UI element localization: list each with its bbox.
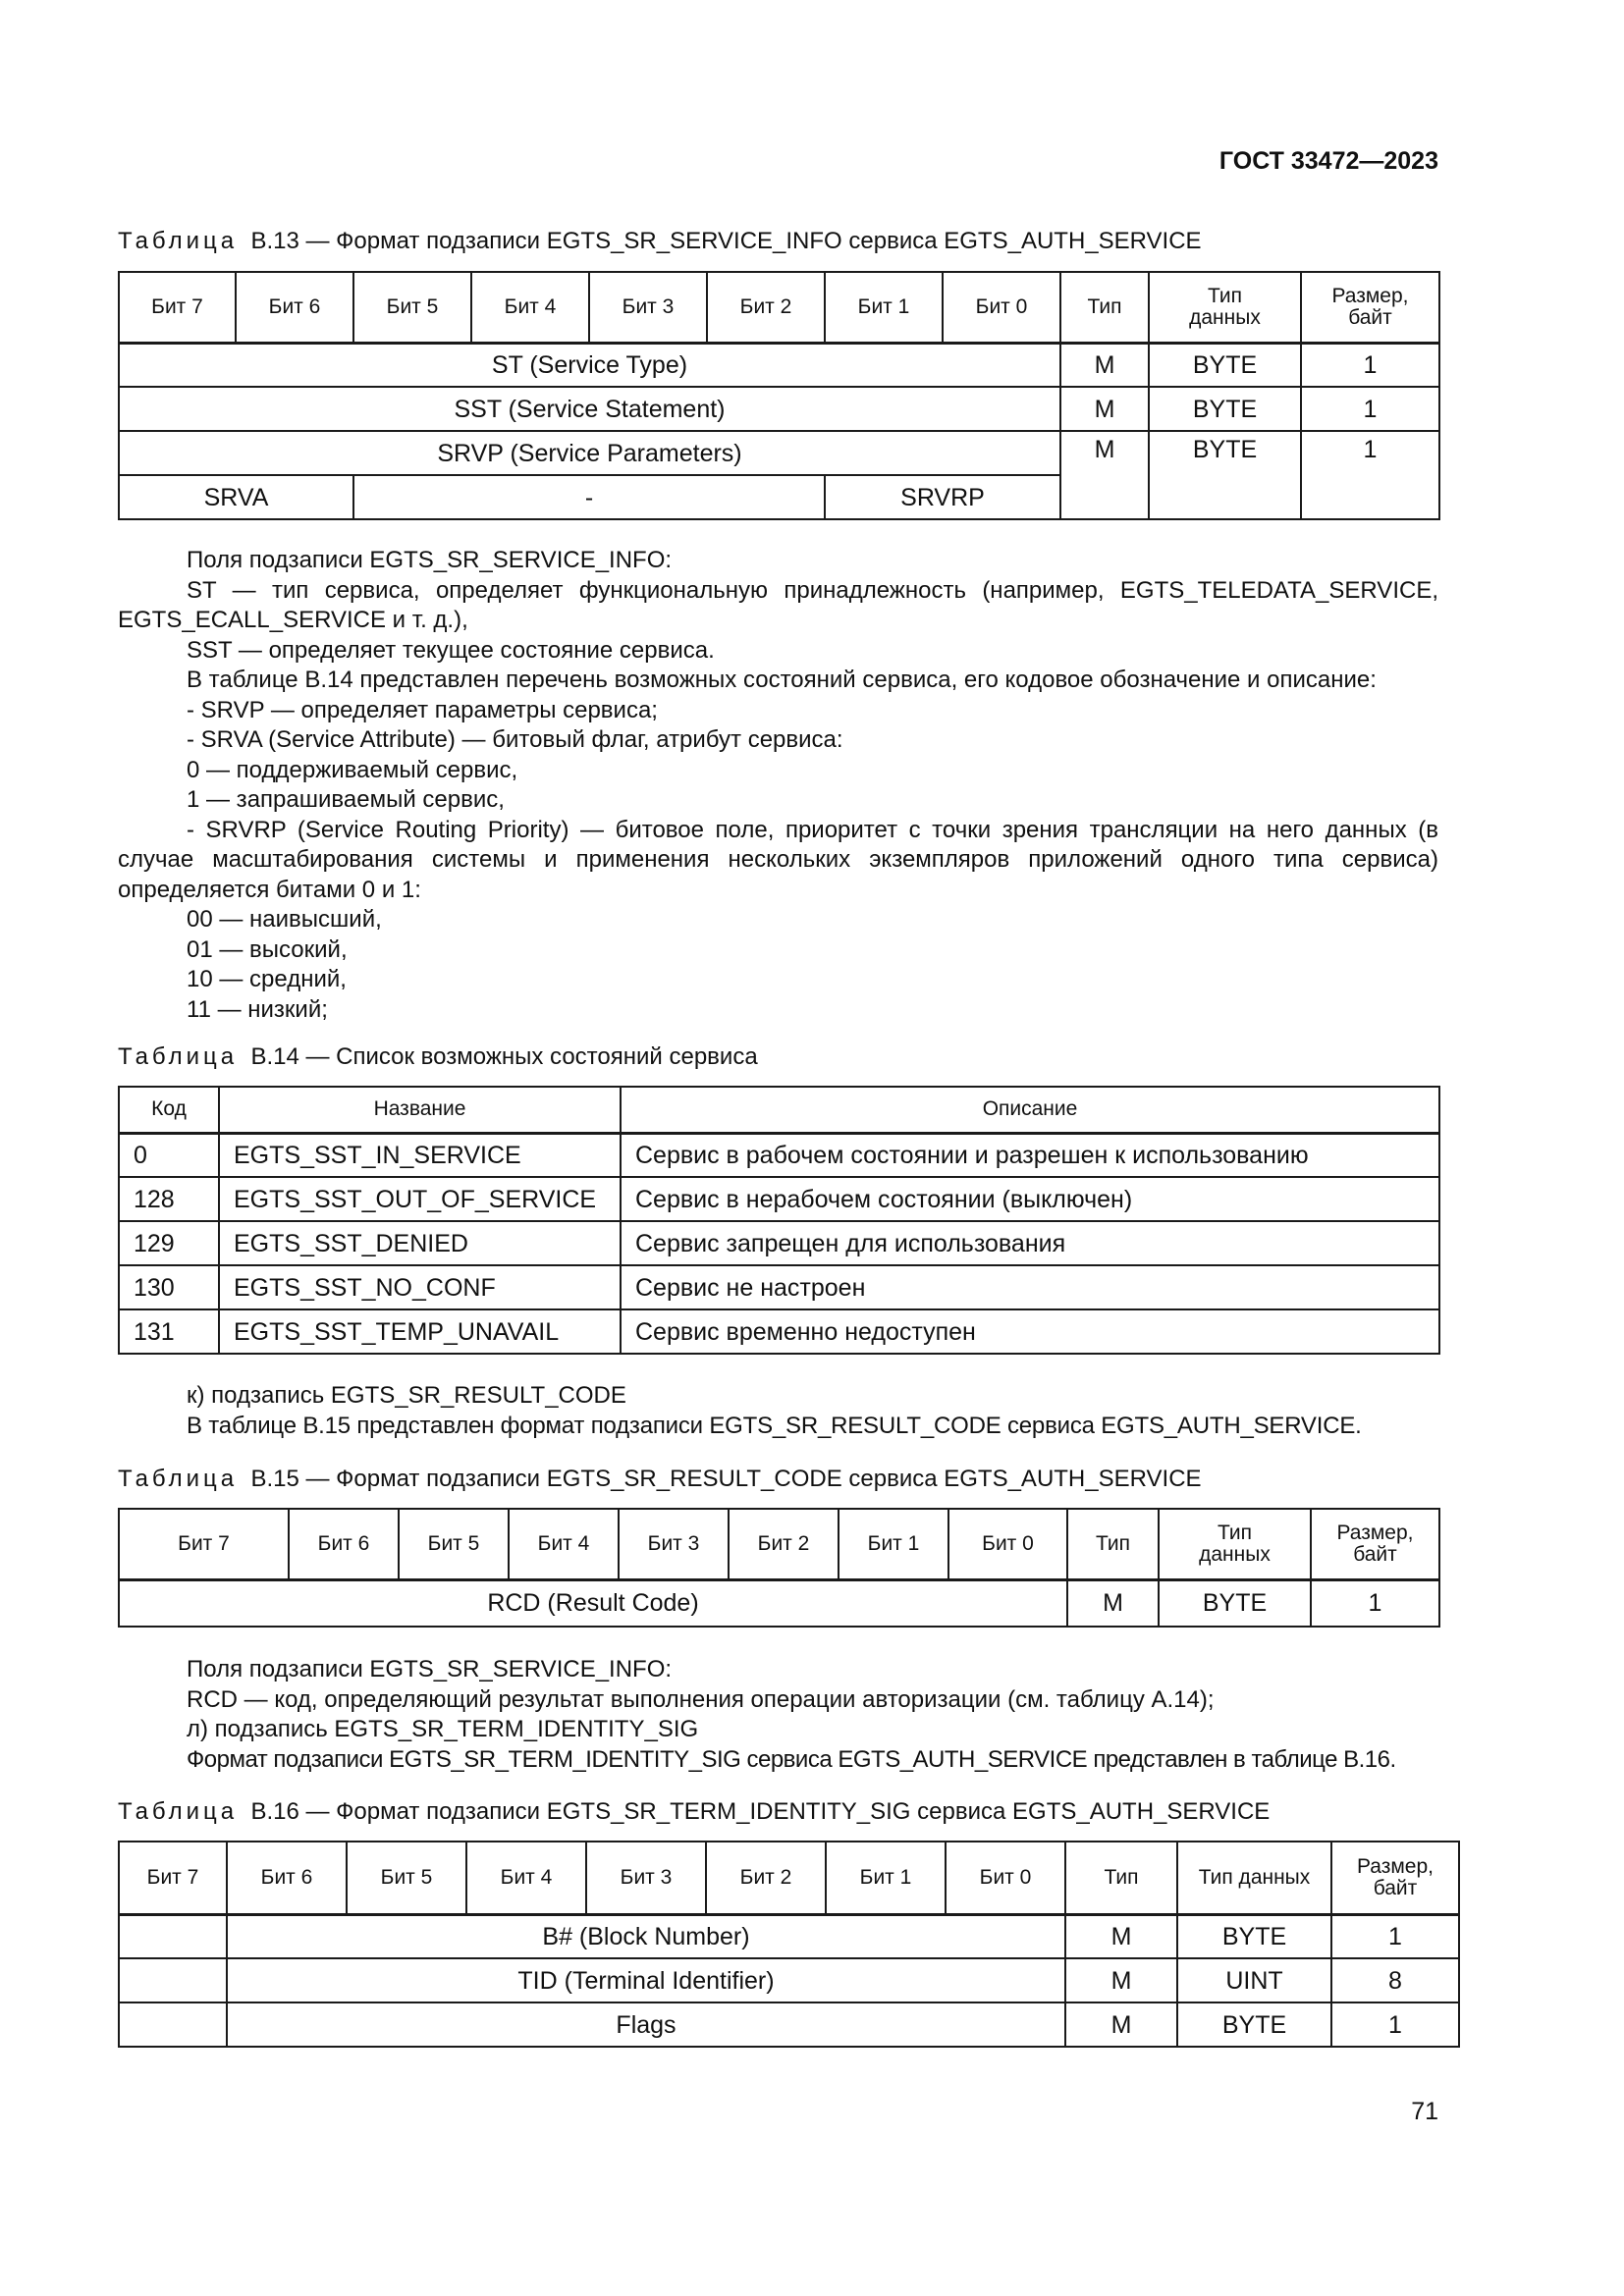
- paragraph: 10 — средний,: [187, 966, 347, 992]
- header-cell: Бит 6: [227, 1842, 347, 1914]
- header-cell: [1149, 272, 1301, 343]
- header-line: данных: [1189, 305, 1261, 329]
- datatype-cell: BYTE: [1159, 1579, 1311, 1627]
- table-header-row: [119, 1509, 1439, 1579]
- header-line: байт: [1373, 1876, 1418, 1899]
- header-cell: Тип: [1067, 1509, 1159, 1579]
- header-cell: Тип: [1065, 1842, 1177, 1914]
- type-cell: M: [1060, 431, 1149, 519]
- code-cell: 129: [119, 1221, 219, 1265]
- description-cell: Сервис в рабочем состоянии и разрешен к использованию: [621, 1133, 1439, 1177]
- header-line: Размер,: [1336, 1521, 1414, 1544]
- result-code-text: [118, 1381, 1438, 1441]
- header-cell: [1159, 1509, 1311, 1579]
- header-line: данных: [1199, 1542, 1271, 1566]
- srvrp-cell: SRVRP: [825, 475, 1060, 519]
- header-cell: Бит 5: [399, 1509, 509, 1579]
- size-cell: 1: [1331, 2002, 1459, 2047]
- size-cell: 1: [1301, 387, 1439, 431]
- header-cell: Бит 6: [236, 272, 353, 343]
- table-row: [119, 1914, 1459, 1958]
- header-line: Тип: [1207, 284, 1242, 307]
- paragraph: В таблице В.14 представлен перечень возможных состояний сервиса, его кодовое обозначение и описание:: [187, 667, 1377, 693]
- type-cell: M: [1065, 1958, 1177, 2002]
- table-b14-caption: [118, 1043, 758, 1071]
- description-cell: Сервис не настроен: [621, 1265, 1439, 1309]
- field-cell: RCD (Result Code): [119, 1579, 1067, 1627]
- paragraph: - SRVRP (Service Routing Priority) — битовое поле, приоритет с точки зрения трансляции на него данных (в случае масштабирования системы и применения нескольких экземпляров приложений одного типа сервиса) определяется битами 0 и 1:: [118, 816, 1438, 903]
- paragraph: Поля подзаписи EGTS_SR_SERVICE_INFO:: [187, 547, 673, 573]
- paragraph: Формат подзаписи EGTS_SR_TERM_IDENTITY_SIG сервиса EGTS_AUTH_SERVICE представлен в таблице В.16.: [187, 1745, 1396, 1773]
- description-cell: Сервис в нерабочем состоянии (выключен): [621, 1177, 1439, 1221]
- table-label: Таблица: [118, 1043, 239, 1070]
- header-cell: Бит 5: [353, 272, 471, 343]
- paragraph: 00 — наивысший,: [187, 906, 382, 933]
- datatype-cell: UINT: [1177, 1958, 1331, 2002]
- type-cell: M: [1060, 387, 1149, 431]
- datatype-cell: BYTE: [1149, 343, 1301, 387]
- paragraph: 11 — низкий;: [187, 995, 328, 1023]
- paragraph: - SRVA (Service Attribute) — битовый флаг, атрибут сервиса:: [187, 726, 843, 753]
- type-cell: M: [1067, 1579, 1159, 1627]
- header-line: Размер,: [1331, 284, 1409, 307]
- table-row: [119, 1265, 1439, 1309]
- name-cell: EGTS_SST_IN_SERVICE: [219, 1133, 621, 1177]
- header-cell: Тип данных: [1177, 1842, 1331, 1914]
- header-cell: Код: [119, 1087, 219, 1133]
- header-line: байт: [1353, 1542, 1397, 1566]
- field-cell: SRVP (Service Parameters): [119, 431, 1060, 475]
- table-row: [119, 1309, 1439, 1354]
- table-row: [119, 2002, 1459, 2047]
- header-cell: Бит 1: [825, 272, 943, 343]
- paragraph: 1 — запрашиваемый сервис,: [187, 786, 505, 813]
- table-row: [119, 1133, 1439, 1177]
- paragraph: 0 — поддерживаемый сервис,: [187, 756, 518, 783]
- code-cell: 0: [119, 1133, 219, 1177]
- table-label: Таблица: [118, 1466, 239, 1492]
- type-cell: M: [1065, 1914, 1177, 1958]
- name-cell: EGTS_SST_NO_CONF: [219, 1265, 621, 1309]
- field-cell: ST (Service Type): [119, 343, 1060, 387]
- size-cell: 1: [1301, 431, 1439, 519]
- paragraph: 01 — высокий,: [187, 935, 348, 963]
- header-cell: [1331, 1842, 1459, 1914]
- table-b13: [118, 271, 1440, 520]
- table-label: Таблица: [118, 1798, 239, 1825]
- table-row: [119, 1221, 1439, 1265]
- paragraph: RCD — код, определяющий результат выполнения операции авторизации (см. таблицу А.14);: [187, 1685, 1215, 1713]
- header-cell: Бит 0: [946, 1842, 1065, 1914]
- header-cell: Бит 4: [509, 1509, 619, 1579]
- datatype-cell: BYTE: [1149, 431, 1301, 519]
- header-cell: Бит 2: [729, 1509, 839, 1579]
- name-cell: EGTS_SST_OUT_OF_SERVICE: [219, 1177, 621, 1221]
- header-line: Тип: [1217, 1521, 1252, 1544]
- header-line: Размер,: [1356, 1854, 1434, 1878]
- table-row: [119, 387, 1439, 431]
- datatype-cell: BYTE: [1177, 1914, 1331, 1958]
- table-b13-caption: [118, 228, 1202, 255]
- table-header-row: [119, 1087, 1439, 1133]
- paragraph: В таблице В.15 представлен формат подзаписи EGTS_SR_RESULT_CODE сервиса EGTS_AUTH_SERVICE.: [187, 1412, 1362, 1439]
- header-cell: [1311, 1509, 1439, 1579]
- page-number: 71: [1411, 2098, 1438, 2125]
- code-cell: 131: [119, 1309, 219, 1354]
- table-label: Таблица: [118, 228, 239, 254]
- header-cell: Бит 0: [948, 1509, 1067, 1579]
- code-cell: 128: [119, 1177, 219, 1221]
- header-cell: Бит 2: [706, 1842, 826, 1914]
- header-cell: Бит 1: [839, 1509, 948, 1579]
- paragraph: SST — определяет текущее состояние сервиса.: [187, 636, 715, 664]
- size-cell: 8: [1331, 1958, 1459, 2002]
- name-cell: EGTS_SST_DENIED: [219, 1221, 621, 1265]
- rcd-description: [118, 1655, 1438, 1775]
- description-cell: Сервис запрещен для использования: [621, 1221, 1439, 1265]
- table-b15-caption: [118, 1466, 1202, 1493]
- header-cell: Бит 7: [119, 1509, 289, 1579]
- name-cell: EGTS_SST_TEMP_UNAVAIL: [219, 1309, 621, 1354]
- header-cell: Бит 7: [119, 1842, 227, 1914]
- code-cell: 130: [119, 1265, 219, 1309]
- fields-description: [118, 546, 1438, 1025]
- empty-bit-cell: [119, 1914, 227, 1958]
- standard-designation: ГОСТ 33472—2023: [1218, 147, 1438, 175]
- size-cell: 1: [1301, 343, 1439, 387]
- caption-text: В.16 — Формат подзаписи EGTS_SR_TERM_IDENTITY_SIG сервиса EGTS_AUTH_SERVICE: [250, 1798, 1271, 1825]
- header-cell: Бит 2: [707, 272, 825, 343]
- field-cell: B# (Block Number): [227, 1914, 1065, 1958]
- field-cell: Flags: [227, 2002, 1065, 2047]
- table-b16: [118, 1841, 1460, 2048]
- table-b16-caption: [118, 1798, 1270, 1826]
- header-cell: Описание: [621, 1087, 1439, 1133]
- header-cell: Бит 4: [471, 272, 589, 343]
- header-line: байт: [1348, 305, 1392, 329]
- header-cell: Бит 5: [347, 1842, 466, 1914]
- size-cell: 1: [1331, 1914, 1459, 1958]
- header-cell: Тип: [1060, 272, 1149, 343]
- header-cell: Бит 3: [619, 1509, 729, 1579]
- field-cell: SST (Service Statement): [119, 387, 1060, 431]
- type-cell: M: [1065, 2002, 1177, 2047]
- datatype-cell: BYTE: [1149, 387, 1301, 431]
- reserved-cell: -: [353, 475, 825, 519]
- header-cell: Название: [219, 1087, 621, 1133]
- table-header-row: [119, 272, 1439, 343]
- table-row: [119, 343, 1439, 387]
- table-row: [119, 1579, 1439, 1627]
- type-cell: M: [1060, 343, 1149, 387]
- empty-bit-cell: [119, 2002, 227, 2047]
- paragraph: к) подзапись EGTS_SR_RESULT_CODE: [187, 1382, 626, 1409]
- caption-text: В.15 — Формат подзаписи EGTS_SR_RESULT_CODE сервиса EGTS_AUTH_SERVICE: [250, 1466, 1202, 1492]
- header-cell: Бит 3: [589, 272, 707, 343]
- table-row: [119, 431, 1439, 475]
- header-cell: [1301, 272, 1439, 343]
- table-b14: [118, 1086, 1440, 1355]
- caption-text: В.14 — Список возможных состояний сервиса: [250, 1043, 758, 1070]
- paragraph: ST — тип сервиса, определяет функциональную принадлежность (например, EGTS_TELEDATA_SERVICE, EGTS_ECALL_SERVICE и т. д.),: [118, 576, 1438, 633]
- header-cell: Бит 4: [466, 1842, 586, 1914]
- table-header-row: [119, 1842, 1459, 1914]
- table-b15: [118, 1508, 1440, 1628]
- header-cell: Бит 6: [289, 1509, 399, 1579]
- field-cell: TID (Terminal Identifier): [227, 1958, 1065, 2002]
- header-cell: Бит 3: [586, 1842, 706, 1914]
- paragraph: Поля подзаписи EGTS_SR_SERVICE_INFO:: [187, 1656, 673, 1682]
- datatype-cell: BYTE: [1177, 2002, 1331, 2047]
- caption-text: В.13 — Формат подзаписи EGTS_SR_SERVICE_INFO сервиса EGTS_AUTH_SERVICE: [250, 228, 1202, 254]
- paragraph: л) подзапись EGTS_SR_TERM_IDENTITY_SIG: [187, 1716, 699, 1742]
- description-cell: Сервис временно недоступен: [621, 1309, 1439, 1354]
- table-row: [119, 1177, 1439, 1221]
- header-cell: Бит 0: [943, 272, 1060, 343]
- table-row: [119, 1958, 1459, 2002]
- size-cell: 1: [1311, 1579, 1439, 1627]
- paragraph: - SRVP — определяет параметры сервиса;: [187, 696, 658, 723]
- header-cell: Бит 1: [826, 1842, 946, 1914]
- srva-cell: SRVA: [119, 475, 353, 519]
- empty-bit-cell: [119, 1958, 227, 2002]
- header-cell: Бит 7: [119, 272, 236, 343]
